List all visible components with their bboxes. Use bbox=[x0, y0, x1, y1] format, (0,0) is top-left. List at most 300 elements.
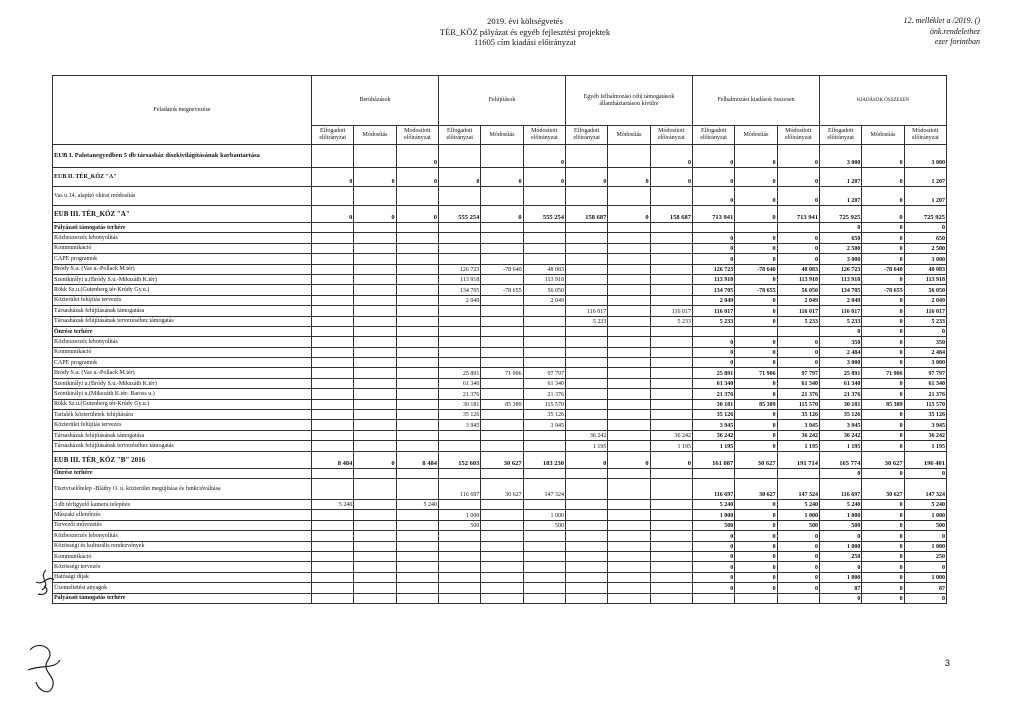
value-cell: 0 bbox=[692, 358, 734, 368]
value-cell: 0 bbox=[862, 562, 904, 572]
row-label: Bródy S.u. (Vas u.-Pollack M.tér) bbox=[53, 368, 312, 378]
value-cell: 0 bbox=[862, 145, 904, 168]
value-cell: 116 697 bbox=[692, 478, 734, 499]
value-cell bbox=[481, 145, 523, 168]
value-cell: 0 bbox=[862, 468, 904, 478]
value-cell bbox=[608, 541, 650, 551]
value-cell bbox=[481, 358, 523, 368]
value-cell: -78 640 bbox=[862, 264, 904, 274]
value-cell: 1 000 bbox=[692, 510, 734, 520]
value-cell: 0 bbox=[904, 593, 946, 603]
value-cell bbox=[565, 187, 607, 206]
value-cell bbox=[312, 389, 354, 399]
page-number: 3 bbox=[945, 658, 951, 668]
value-cell bbox=[692, 468, 734, 478]
value-cell bbox=[439, 499, 481, 509]
sub-header-cell: Elfogadott előirányzat bbox=[565, 126, 607, 145]
value-cell: 85 389 bbox=[481, 399, 523, 409]
value-cell: 0 bbox=[735, 562, 777, 572]
value-cell: 30 627 bbox=[735, 451, 777, 468]
value-cell bbox=[650, 295, 692, 305]
value-cell bbox=[650, 358, 692, 368]
annex-number: 12. melléklet a /2019. () bbox=[903, 16, 980, 25]
value-cell bbox=[312, 347, 354, 357]
value-cell: 0 bbox=[608, 168, 650, 187]
value-cell: 0 bbox=[862, 551, 904, 561]
value-cell bbox=[312, 223, 354, 233]
group-header: Felújítások bbox=[439, 76, 566, 126]
value-cell: 147 324 bbox=[523, 478, 565, 499]
value-cell: 0 bbox=[777, 168, 819, 187]
value-cell bbox=[481, 306, 523, 316]
value-cell: 0 bbox=[862, 233, 904, 243]
value-cell: 0 bbox=[735, 243, 777, 253]
value-cell: 0 bbox=[735, 233, 777, 243]
value-cell bbox=[396, 389, 438, 399]
value-cell bbox=[439, 326, 481, 336]
value-cell: 0 bbox=[862, 441, 904, 451]
value-cell: 126 723 bbox=[439, 264, 481, 274]
value-cell bbox=[312, 254, 354, 264]
value-cell bbox=[650, 468, 692, 478]
value-cell: 0 bbox=[692, 572, 734, 582]
value-cell: 147 324 bbox=[904, 478, 946, 499]
value-cell bbox=[312, 520, 354, 530]
value-cell bbox=[650, 285, 692, 295]
value-cell bbox=[354, 541, 396, 551]
value-cell bbox=[650, 420, 692, 430]
table-row bbox=[53, 274, 947, 284]
value-cell bbox=[396, 562, 438, 572]
table-row bbox=[53, 285, 947, 295]
value-cell: 1 207 bbox=[904, 187, 946, 206]
value-cell bbox=[608, 551, 650, 561]
value-cell bbox=[439, 441, 481, 451]
value-cell: 0 bbox=[735, 306, 777, 316]
value-cell: 56 050 bbox=[904, 285, 946, 295]
table-row bbox=[53, 468, 947, 478]
value-cell: 500 bbox=[777, 520, 819, 530]
value-cell bbox=[608, 410, 650, 420]
value-cell: 0 bbox=[862, 295, 904, 305]
value-cell bbox=[523, 593, 565, 603]
value-cell bbox=[439, 468, 481, 478]
row-label: Pályázati támogatás terhére bbox=[53, 223, 312, 233]
value-cell: 0 bbox=[904, 468, 946, 478]
value-cell bbox=[354, 399, 396, 409]
value-cell bbox=[608, 145, 650, 168]
value-cell: 147 324 bbox=[777, 478, 819, 499]
value-cell: 2 484 bbox=[904, 347, 946, 357]
value-cell bbox=[735, 468, 777, 478]
value-cell: 0 bbox=[862, 520, 904, 530]
value-cell: 0 bbox=[735, 254, 777, 264]
value-cell: 35 126 bbox=[523, 410, 565, 420]
value-cell bbox=[608, 326, 650, 336]
value-cell: 0 bbox=[735, 187, 777, 206]
table-row bbox=[53, 451, 947, 468]
value-cell: 36 242 bbox=[777, 430, 819, 440]
value-cell: 116 017 bbox=[819, 306, 861, 316]
value-cell: 0 bbox=[523, 168, 565, 187]
value-cell bbox=[396, 316, 438, 326]
value-cell: 5 240 bbox=[396, 499, 438, 509]
value-cell bbox=[565, 420, 607, 430]
value-cell bbox=[312, 478, 354, 499]
table-row bbox=[53, 264, 947, 274]
value-cell bbox=[523, 531, 565, 541]
value-cell: 1 000 bbox=[904, 572, 946, 582]
value-cell: 1 195 bbox=[904, 441, 946, 451]
value-cell: 48 083 bbox=[523, 264, 565, 274]
value-cell: 0 bbox=[312, 168, 354, 187]
table-row bbox=[53, 368, 947, 378]
value-cell bbox=[354, 562, 396, 572]
value-cell: 650 bbox=[819, 233, 861, 243]
value-cell bbox=[608, 368, 650, 378]
value-cell bbox=[439, 572, 481, 582]
table-row bbox=[53, 145, 947, 168]
value-cell bbox=[735, 326, 777, 336]
value-cell: 116 017 bbox=[904, 306, 946, 316]
value-cell: 21 376 bbox=[692, 389, 734, 399]
value-cell bbox=[523, 541, 565, 551]
value-cell bbox=[523, 254, 565, 264]
value-cell bbox=[608, 378, 650, 388]
value-cell bbox=[523, 306, 565, 316]
value-cell: 134 705 bbox=[439, 285, 481, 295]
value-cell: 0 bbox=[735, 378, 777, 388]
value-cell: 116 017 bbox=[650, 306, 692, 316]
value-cell bbox=[481, 337, 523, 347]
value-cell bbox=[481, 223, 523, 233]
table-row bbox=[53, 347, 947, 357]
value-cell bbox=[312, 187, 354, 206]
value-cell: 25 891 bbox=[819, 368, 861, 378]
value-cell bbox=[312, 572, 354, 582]
value-cell: 1 000 bbox=[904, 510, 946, 520]
value-cell bbox=[312, 243, 354, 253]
value-cell: 30 181 bbox=[439, 399, 481, 409]
row-label: EUB III. TÉR_KÖZ "B" 2016 bbox=[53, 451, 312, 468]
value-cell: 1 000 bbox=[777, 510, 819, 520]
value-cell: 0 bbox=[735, 520, 777, 530]
value-cell bbox=[565, 593, 607, 603]
value-cell bbox=[354, 441, 396, 451]
value-cell: 21 376 bbox=[777, 389, 819, 399]
value-cell bbox=[608, 295, 650, 305]
value-cell: 0 bbox=[862, 316, 904, 326]
value-cell bbox=[354, 410, 396, 420]
value-cell bbox=[354, 337, 396, 347]
value-cell bbox=[312, 420, 354, 430]
value-cell: 0 bbox=[735, 499, 777, 509]
value-cell: 0 bbox=[692, 551, 734, 561]
sub-header-cell: Elfogadott előirányzat bbox=[312, 126, 354, 145]
sub-header-cell: Módosítás bbox=[608, 126, 650, 145]
row-label: Közösségi tervezés bbox=[53, 562, 312, 572]
value-cell: 56 050 bbox=[777, 285, 819, 295]
value-cell: 25 891 bbox=[692, 368, 734, 378]
value-cell: 0 bbox=[565, 168, 607, 187]
value-cell: 0 bbox=[396, 168, 438, 187]
value-cell: 0 bbox=[777, 562, 819, 572]
table-row bbox=[53, 420, 947, 430]
value-cell bbox=[650, 593, 692, 603]
value-cell: 1 207 bbox=[819, 168, 861, 187]
value-cell: 713 941 bbox=[777, 206, 819, 223]
table-row bbox=[53, 430, 947, 440]
value-cell bbox=[650, 562, 692, 572]
value-cell: 0 bbox=[735, 358, 777, 368]
table-row bbox=[53, 306, 947, 316]
value-cell: 87 bbox=[904, 583, 946, 593]
value-cell bbox=[565, 145, 607, 168]
value-cell bbox=[608, 430, 650, 440]
value-cell bbox=[312, 583, 354, 593]
value-cell bbox=[439, 583, 481, 593]
value-cell bbox=[354, 583, 396, 593]
value-cell bbox=[777, 326, 819, 336]
sub-header-cell: Módosított előirányzat bbox=[523, 126, 565, 145]
table-row bbox=[53, 378, 947, 388]
value-cell bbox=[354, 326, 396, 336]
value-cell: 113 918 bbox=[777, 274, 819, 284]
row-label: Rökk Sz.u.(Gutenberg tér-Krúdy Gy.u.) bbox=[53, 285, 312, 295]
value-cell: 0 bbox=[481, 206, 523, 223]
value-cell bbox=[354, 295, 396, 305]
value-cell bbox=[354, 468, 396, 478]
value-cell: 555 254 bbox=[439, 206, 481, 223]
value-cell: 0 bbox=[862, 593, 904, 603]
value-cell: 3 000 bbox=[819, 358, 861, 368]
value-cell: 1 195 bbox=[650, 441, 692, 451]
value-cell bbox=[312, 399, 354, 409]
value-cell: 5 233 bbox=[777, 316, 819, 326]
value-cell bbox=[439, 562, 481, 572]
value-cell bbox=[481, 243, 523, 253]
value-cell: 71 906 bbox=[862, 368, 904, 378]
value-cell bbox=[439, 531, 481, 541]
value-cell: 0 bbox=[650, 451, 692, 468]
value-cell bbox=[312, 410, 354, 420]
value-cell: 116 017 bbox=[692, 306, 734, 316]
value-cell bbox=[608, 531, 650, 541]
value-cell: 1 000 bbox=[819, 541, 861, 551]
value-cell bbox=[565, 378, 607, 388]
value-cell: 0 bbox=[777, 583, 819, 593]
value-cell bbox=[481, 187, 523, 206]
value-cell: 0 bbox=[608, 451, 650, 468]
budget-table bbox=[52, 75, 947, 604]
value-cell bbox=[565, 264, 607, 274]
row-label: Közbeszerzés lebonyolítás bbox=[53, 531, 312, 541]
value-cell: 725 925 bbox=[819, 206, 861, 223]
value-cell: 650 bbox=[904, 233, 946, 243]
value-cell bbox=[396, 420, 438, 430]
value-cell: 0 bbox=[565, 451, 607, 468]
row-label: 3 db térfigyelő kamera telepítés bbox=[53, 499, 312, 509]
value-cell bbox=[312, 510, 354, 520]
value-cell: 5 240 bbox=[904, 499, 946, 509]
value-cell: 35 126 bbox=[777, 410, 819, 420]
value-cell: 2 049 bbox=[523, 295, 565, 305]
sub-header-cell: Elfogadott előirányzat bbox=[819, 126, 861, 145]
value-cell: 30 627 bbox=[862, 478, 904, 499]
value-cell bbox=[608, 187, 650, 206]
row-label: CAPE programok bbox=[53, 254, 312, 264]
value-cell: 134 705 bbox=[819, 285, 861, 295]
value-cell bbox=[396, 358, 438, 368]
value-cell: 35 126 bbox=[692, 410, 734, 420]
value-cell bbox=[608, 306, 650, 316]
group-header: Felhalmozási kiadások összesen bbox=[692, 76, 819, 126]
value-cell: 0 bbox=[862, 499, 904, 509]
value-cell: 3 945 bbox=[904, 420, 946, 430]
value-cell: 0 bbox=[862, 306, 904, 316]
value-cell: 116 017 bbox=[777, 306, 819, 316]
value-cell bbox=[650, 378, 692, 388]
value-cell: 725 925 bbox=[904, 206, 946, 223]
table-row bbox=[53, 295, 947, 305]
value-cell: 5 240 bbox=[777, 499, 819, 509]
row-label: Kommunikáció bbox=[53, 243, 312, 253]
value-cell: 0 bbox=[735, 347, 777, 357]
value-cell bbox=[481, 583, 523, 593]
value-cell: 500 bbox=[692, 520, 734, 530]
value-cell: 0 bbox=[862, 243, 904, 253]
value-cell: 3 945 bbox=[692, 420, 734, 430]
annex-unit: ezer forintban bbox=[934, 37, 980, 46]
value-cell: 0 bbox=[862, 358, 904, 368]
value-cell: 0 bbox=[735, 420, 777, 430]
sub-header-cell: Elfogadott előirányzat bbox=[692, 126, 734, 145]
value-cell: 2 049 bbox=[819, 295, 861, 305]
value-cell: 116 697 bbox=[439, 478, 481, 499]
table-row bbox=[53, 358, 947, 368]
value-cell: 5 233 bbox=[650, 316, 692, 326]
value-cell: 115 570 bbox=[523, 399, 565, 409]
value-cell: 87 bbox=[819, 583, 861, 593]
value-cell bbox=[396, 572, 438, 582]
value-cell bbox=[565, 551, 607, 561]
value-cell bbox=[396, 368, 438, 378]
value-cell: 0 bbox=[862, 168, 904, 187]
row-label: EUB II. TÉR_KÖZ "A" bbox=[53, 168, 312, 187]
value-cell bbox=[650, 410, 692, 420]
value-cell: 0 bbox=[523, 145, 565, 168]
value-cell bbox=[312, 430, 354, 440]
value-cell bbox=[777, 223, 819, 233]
value-cell: 2 500 bbox=[904, 243, 946, 253]
value-cell: 0 bbox=[735, 206, 777, 223]
value-cell: 0 bbox=[862, 389, 904, 399]
value-cell: 21 376 bbox=[439, 389, 481, 399]
value-cell bbox=[439, 593, 481, 603]
value-cell bbox=[396, 326, 438, 336]
value-cell: 0 bbox=[354, 451, 396, 468]
value-cell bbox=[777, 468, 819, 478]
value-cell bbox=[396, 520, 438, 530]
value-cell bbox=[565, 399, 607, 409]
value-cell bbox=[439, 233, 481, 243]
value-cell: 0 bbox=[862, 254, 904, 264]
value-cell bbox=[396, 347, 438, 357]
value-cell bbox=[608, 520, 650, 530]
value-cell bbox=[608, 337, 650, 347]
value-cell bbox=[481, 468, 523, 478]
row-label: Rökk Sz.u.(Gutenberg tér-Krúdy Gy.u.) bbox=[53, 399, 312, 409]
value-cell bbox=[735, 223, 777, 233]
value-cell bbox=[481, 441, 523, 451]
value-cell: 350 bbox=[819, 337, 861, 347]
value-cell bbox=[439, 337, 481, 347]
row-label: Műszaki ellenőrzés bbox=[53, 510, 312, 520]
value-cell bbox=[565, 478, 607, 499]
value-cell bbox=[608, 478, 650, 499]
value-cell bbox=[354, 520, 396, 530]
table-row bbox=[53, 206, 947, 223]
value-cell bbox=[650, 233, 692, 243]
value-cell: 0 bbox=[862, 572, 904, 582]
value-cell bbox=[481, 389, 523, 399]
value-cell bbox=[523, 337, 565, 347]
value-cell bbox=[396, 399, 438, 409]
table-row bbox=[53, 187, 947, 206]
value-cell: 71 906 bbox=[481, 368, 523, 378]
value-cell bbox=[481, 378, 523, 388]
row-label: Vas u.14. alapító okirat módosítás bbox=[53, 187, 312, 206]
row-label: Tervezői művezetés bbox=[53, 520, 312, 530]
value-cell: 35 126 bbox=[819, 410, 861, 420]
sub-header-cell: Módosítás bbox=[735, 126, 777, 145]
value-cell bbox=[396, 274, 438, 284]
value-cell bbox=[481, 520, 523, 530]
value-cell bbox=[439, 306, 481, 316]
table-row bbox=[53, 593, 947, 603]
value-cell: 0 bbox=[692, 243, 734, 253]
value-cell: 3 000 bbox=[904, 358, 946, 368]
value-cell: 1 000 bbox=[439, 510, 481, 520]
value-cell bbox=[650, 541, 692, 551]
value-cell bbox=[481, 531, 523, 541]
value-cell bbox=[650, 264, 692, 274]
value-cell: 0 bbox=[862, 206, 904, 223]
value-cell bbox=[650, 531, 692, 541]
value-cell: 3 945 bbox=[819, 420, 861, 430]
value-cell: 0 bbox=[735, 337, 777, 347]
table-row bbox=[53, 441, 947, 451]
value-cell bbox=[565, 572, 607, 582]
value-cell: 61 340 bbox=[777, 378, 819, 388]
value-cell: 97 797 bbox=[523, 368, 565, 378]
value-cell bbox=[354, 145, 396, 168]
value-cell bbox=[523, 441, 565, 451]
value-cell: 1 195 bbox=[777, 441, 819, 451]
value-cell bbox=[481, 572, 523, 582]
value-cell bbox=[523, 316, 565, 326]
value-cell: 3 945 bbox=[777, 420, 819, 430]
value-cell: 0 bbox=[819, 326, 861, 336]
value-cell bbox=[565, 223, 607, 233]
value-cell: 36 242 bbox=[692, 430, 734, 440]
value-cell: 5 233 bbox=[904, 316, 946, 326]
value-cell: 61 340 bbox=[523, 378, 565, 388]
table-row bbox=[53, 243, 947, 253]
value-cell bbox=[523, 326, 565, 336]
value-cell: 0 bbox=[396, 145, 438, 168]
value-cell bbox=[650, 389, 692, 399]
